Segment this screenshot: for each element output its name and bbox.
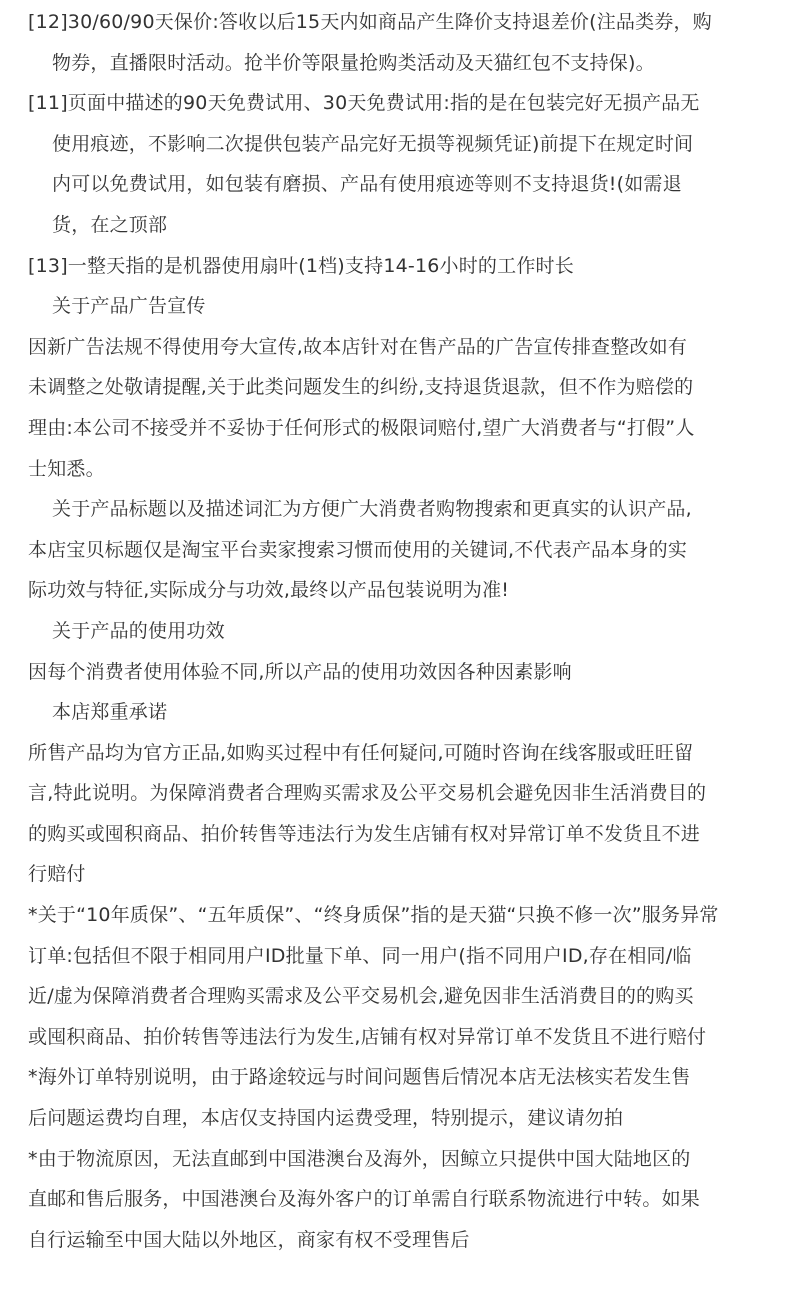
text-line: 直邮和售后服务，中国港澳台及海外客户的订单需自行联系物流进行中转。如果 xyxy=(28,1188,701,1211)
text-line: 内可以免费试用，如包装有磨损、产品有使用痕迹等则不支持退货!(如需退 xyxy=(52,173,682,196)
text-line: [12]30/60/90天保价:答收以后15天内如商品产生降价支持退差价(注品类券，购 xyxy=(28,11,712,33)
text-line: 物券，直播限时活动。抢半价等限量抢购类活动及天猫红包不支持保)。 xyxy=(52,51,655,74)
text-line: 所售产品均为官方正品,如购买过程中有任何疑问,可随时咨询在线客服或旺旺留 xyxy=(28,741,694,764)
text-line: *关于“10年质保”、“五年质保”、“终身质保”指的是天猫“只换不修一次”服务异常 xyxy=(28,904,719,927)
text-line: *由于物流原因，无法直邮到中国港澳台及海外，因鲸立只提供中国大陆地区的 xyxy=(28,1147,691,1170)
text-line: 近/虚为保障消费者合理购买需求及公平交易机会,避免因非生活消费目的的购买 xyxy=(28,985,694,1008)
text-line: 士知悉。 xyxy=(28,457,105,480)
text-line: 理由:本公司不接受并不妥协于任何形式的极限词赔付,望广大消费者与“打假”人 xyxy=(28,416,695,439)
text-line: 后问题运费均自理，本店仅支持国内运费受理，特别提示，建议请勿拍 xyxy=(28,1107,624,1130)
text-line: 因每个消费者使用体验不同,所以产品的使用功效因各种因素影响 xyxy=(28,660,572,683)
text-line: 使用痕迹，不影响二次提供包装产品完好无损等视频凭证)前提下在规定时间 xyxy=(52,132,694,155)
text-line: 或囤积商品、拍价转售等违法行为发生,店铺有权对异常订单不发货且不进行赔付 xyxy=(28,1025,707,1048)
text-line: 际功效与特征,实际成分与功效,最终以产品包装说明为准! xyxy=(28,579,510,602)
text-line: 行赔付 xyxy=(28,863,86,886)
section-heading: 关于产品广告宣传 xyxy=(52,295,206,318)
text-line: 言,特此说明。为保障消费者合理购买需求及公平交易机会避免因非生活消费目的 xyxy=(28,782,707,805)
text-line: 货，在之顶部 xyxy=(52,213,168,236)
text-line: 关于产品标题以及描述词汇为方便广大消费者购物搜索和更真实的认识产品, xyxy=(52,498,692,521)
text-line: 本店宝贝标题仅是淘宝平台卖家搜索习惯而使用的关键词,不代表产品本身的实 xyxy=(28,538,688,561)
text-line: [13]一整天指的是机器使用扇叶(1档)支持14-16小时的工作时长 xyxy=(28,254,574,277)
section-heading: 本店郑重承诺 xyxy=(52,701,168,724)
text-line: 自行运输至中国大陆以外地区，商家有权不受理售后 xyxy=(28,1228,470,1251)
policy-document xyxy=(0,2,790,1295)
section-heading: 关于产品的使用功效 xyxy=(52,619,225,642)
text-line: [11]页面中描述的90天免费试用、30天免费试用:指的是在包装完好无损产品无 xyxy=(28,92,700,115)
text-line: 因新广告法规不得使用夸大宣传,故本店针对在售产品的广告宣传排查整改如有 xyxy=(28,335,688,358)
text-line: 订单:包括但不限于相同用户ID批量下单、同一用户(指不同用户ID,存在相同/临 xyxy=(28,944,692,967)
text-line: 的购买或囤积商品、拍价转售等违法行为发生店铺有权对异常订单不发货且不进 xyxy=(28,822,701,845)
text-line: *海外订单特别说明，由于路途较远与时间问题售后情况本店无法核实若发生售 xyxy=(28,1066,691,1089)
text-line: 未调整之处敬请提醒,关于此类问题发生的纠纷,支持退货退款，但不作为赔偿的 xyxy=(28,376,694,399)
